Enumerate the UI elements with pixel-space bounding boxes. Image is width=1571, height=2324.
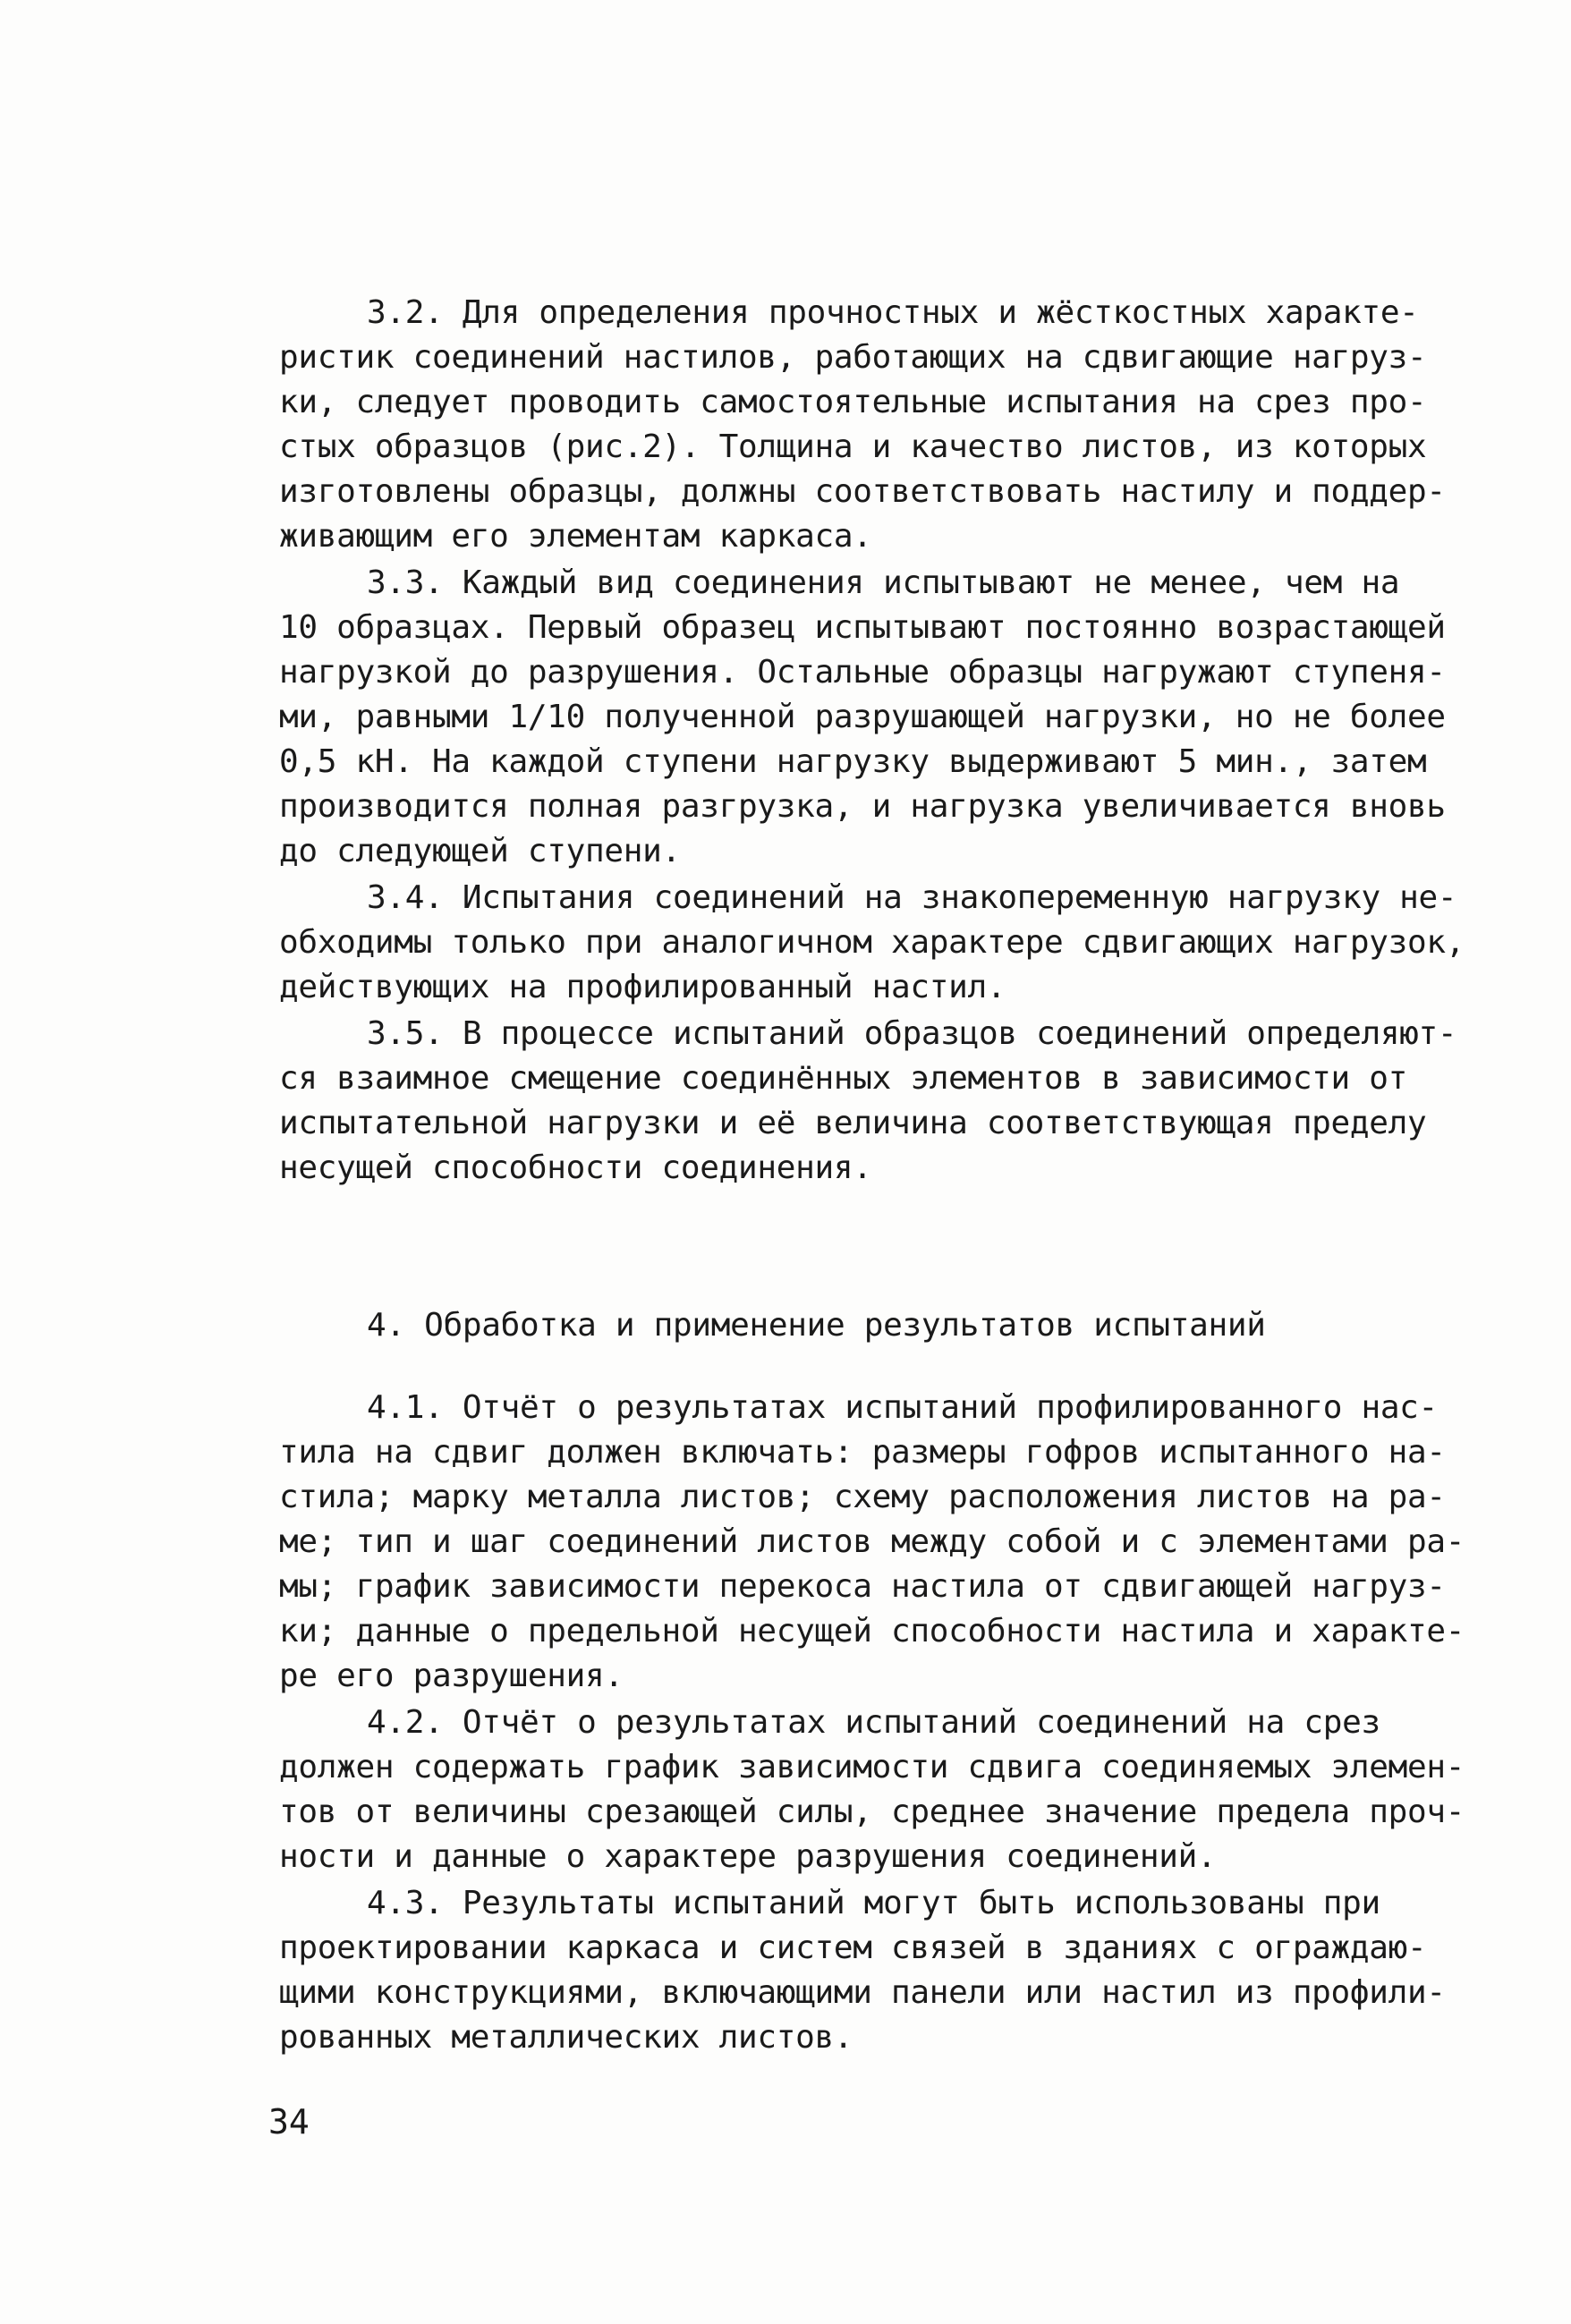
text-line: изготовлены образцы, должны соответствовать настилу и поддер- xyxy=(279,473,1446,510)
page-number: 34 xyxy=(268,2102,310,2142)
text-line: ме; тип и шаг соединений листов между собой и с элементами ра- xyxy=(279,1523,1465,1560)
text-line: действующих на профилированный настил. xyxy=(279,969,1006,1005)
text-line: 10 образцах. Первый образец испытывают постоянно возрастающей xyxy=(279,609,1446,646)
text-line: обходимы только при аналогичном характере сдвигающих нагрузок, xyxy=(279,924,1465,961)
text-line: живающим его элементам каркаса. xyxy=(279,518,872,555)
text-line: ристик соединений настилов, работающих на сдвигающие нагруз- xyxy=(279,339,1427,376)
text-line: 3.4. Испытания соединений на знакопеременную нагрузку не- xyxy=(367,879,1457,916)
section-heading: 4. Обработка и применение результатов испытаний xyxy=(367,1307,1266,1344)
text-line: должен содержать график зависимости сдвига соединяемых элемен- xyxy=(279,1749,1465,1785)
text-line: 3.2. Для определения прочностных и жёсткостных характе- xyxy=(367,294,1419,331)
text-line: 4.2. Отчёт о результатах испытаний соединений на срез xyxy=(367,1704,1380,1741)
text-line: нагрузкой до разрушения. Остальные образцы нагружают ступеня- xyxy=(279,654,1446,691)
text-line: несущей способности соединения. xyxy=(279,1149,872,1186)
text-line: ки; данные о предельной несущей способности настила и характе- xyxy=(279,1613,1465,1650)
text-line: щими конструкциями, включающими панели или настил из профили- xyxy=(279,1974,1446,2011)
text-line: ми, равными 1/10 полученной разрушающей нагрузки, но не более xyxy=(279,699,1446,735)
text-line: стила; марку металла листов; схему расположения листов на ра- xyxy=(279,1479,1446,1515)
text-line: проектировании каркаса и систем связей в зданиях с ограждаю- xyxy=(279,1930,1427,1966)
text-line: 3.5. В процессе испытаний образцов соединений определяют- xyxy=(367,1015,1457,1052)
text-line: 3.3. Каждый вид соединения испытывают не менее, чем на xyxy=(367,564,1400,601)
text-line: до следующей ступени. xyxy=(279,833,681,869)
text-line: тила на сдвиг должен включать: размеры гофров испытанного на- xyxy=(279,1434,1446,1471)
text-line: производится полная разгрузка, и нагрузка увеличивается вновь xyxy=(279,788,1446,825)
text-line: 0,5 кН. На каждой ступени нагрузку выдерживают 5 мин., затем xyxy=(279,743,1427,780)
text-line: ности и данные о характере разрушения соединений. xyxy=(279,1838,1217,1875)
text-line: 4.3. Результаты испытаний могут быть использованы при xyxy=(367,1885,1380,1921)
text-line: ки, следует проводить самостоятельные испытания на срез про- xyxy=(279,384,1427,420)
text-line: стых образцов (рис.2). Толщина и качество листов, из которых xyxy=(279,428,1427,465)
text-line: рованных металлических листов. xyxy=(279,2019,853,2056)
text-line: тов от величины срезающей силы, среднее значение предела проч- xyxy=(279,1794,1465,1830)
text-line: испытательной нагрузки и её величина соответствующая пределу xyxy=(279,1105,1427,1141)
text-line: ре его разрушения. xyxy=(279,1658,624,1694)
text-line: мы; график зависимости перекоса настила от сдвигающей нагруз- xyxy=(279,1568,1446,1605)
text-line: ся взаимное смещение соединённых элементов в зависимости от xyxy=(279,1060,1408,1097)
text-line: 4.1. Отчёт о результатах испытаний профилированного нас- xyxy=(367,1389,1438,1426)
